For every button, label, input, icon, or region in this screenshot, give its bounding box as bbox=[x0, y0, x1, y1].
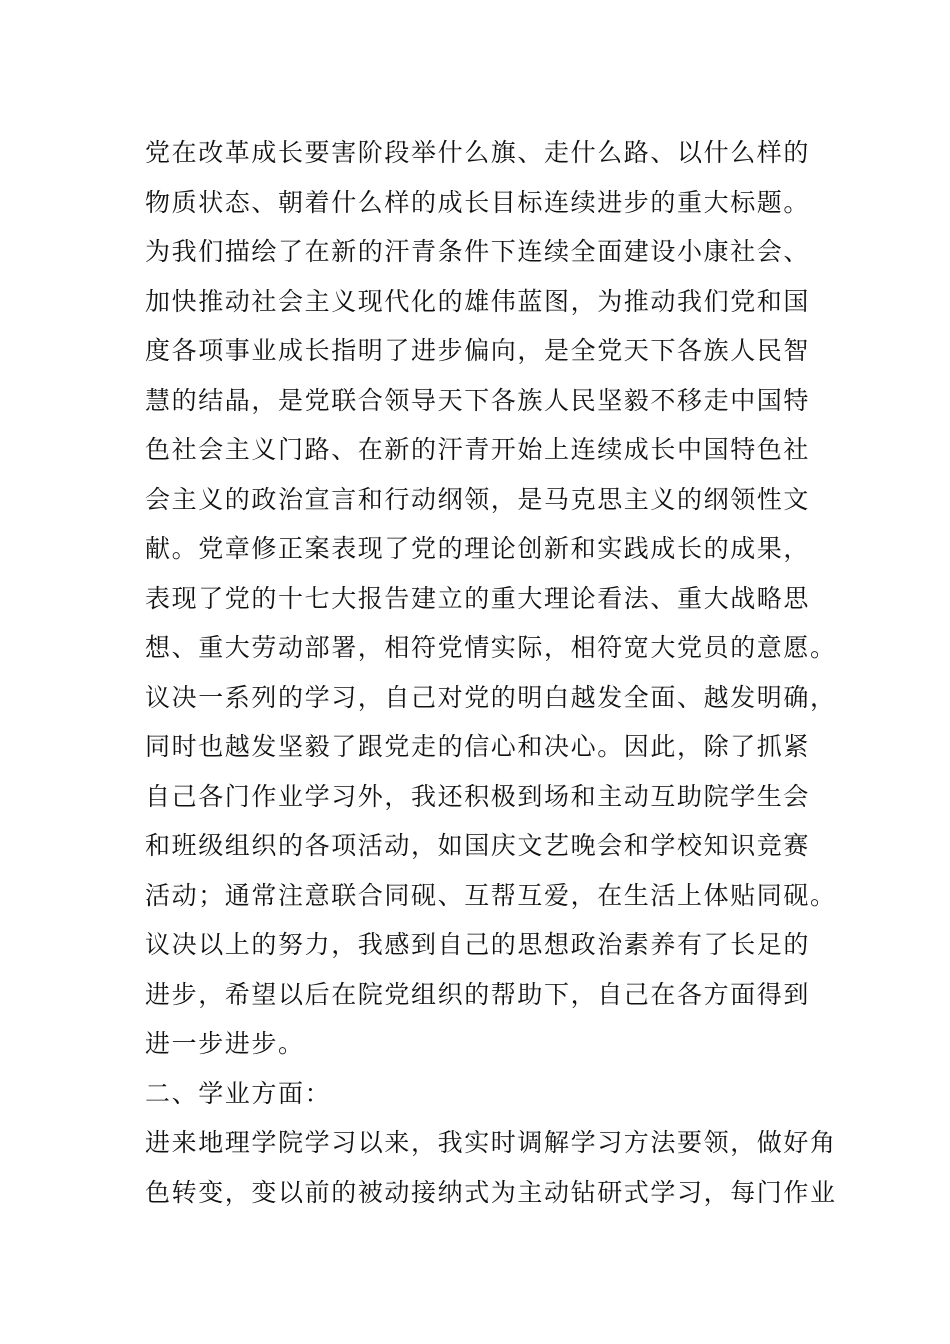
text-line: 进一步进步。 bbox=[145, 1029, 305, 1058]
text-line: 会主义的政治宣言和行动纲领，是马克思主义的纲领性文 bbox=[145, 484, 811, 514]
text-line: 想、重大劳动部署，相符党情实际，相符宽大党员的意愿。 bbox=[145, 633, 837, 662]
text-line: 议决以上的努力，我感到自己的思想政治素养有了长足的 bbox=[145, 930, 811, 959]
text-line: 活动；通常注意联合同砚、互帮互爱，在生活上体贴同砚。 bbox=[145, 880, 837, 910]
text-line: 进步，希望以后在院党组织的帮助下，自己在各方面得到 bbox=[145, 979, 811, 1009]
body-text bbox=[145, 128, 837, 1217]
text-line: 议决一系列的学习，自己对党的明白越发全面、越发明确， bbox=[145, 682, 837, 712]
text-line: 为我们描绘了在新的汗青条件下连续全面建设小康社会、 bbox=[145, 237, 811, 266]
text-line: 党在改革成长要害阶段举什么旗、走什么路、以什么样的 bbox=[145, 138, 811, 167]
text-line: 物质状态、朝着什么样的成长目标连续进步的重大标题。 bbox=[145, 187, 811, 217]
text-line: 自己各门作业学习外，我还积极到场和主动互助院学生会 bbox=[145, 781, 811, 811]
text-line: 色转变，变以前的被动接纳式为主动钻研式学习，每门作业 bbox=[145, 1177, 837, 1207]
text-line: 献。党章修正案表现了党的理论创新和实践成长的成果， bbox=[145, 534, 811, 563]
text-line: 加快推动社会主义现代化的雄伟蓝图，为推动我们党和国 bbox=[145, 286, 811, 316]
text-line: 表现了党的十七大报告建立的重大理论看法、重大战略思 bbox=[145, 583, 811, 613]
section-heading: 二、学业方面： bbox=[145, 1078, 332, 1108]
text-line: 和班级组织的各项活动，如国庆文艺晚会和学校知识竞赛 bbox=[145, 831, 811, 860]
text-line: 度各项事业成长指明了进步偏向，是全党天下各族人民智 bbox=[145, 336, 811, 365]
text-line: 色社会主义门路、在新的汗青开始上连续成长中国特色社 bbox=[145, 435, 811, 464]
text-line: 同时也越发坚毅了跟党走的信心和决心。因此，除了抓紧 bbox=[145, 732, 811, 761]
text-line: 进来地理学院学习以来，我实时调解学习方法要领，做好角 bbox=[145, 1128, 837, 1157]
text-line: 慧的结晶，是党联合领导天下各族人民坚毅不移走中国特 bbox=[145, 385, 811, 415]
